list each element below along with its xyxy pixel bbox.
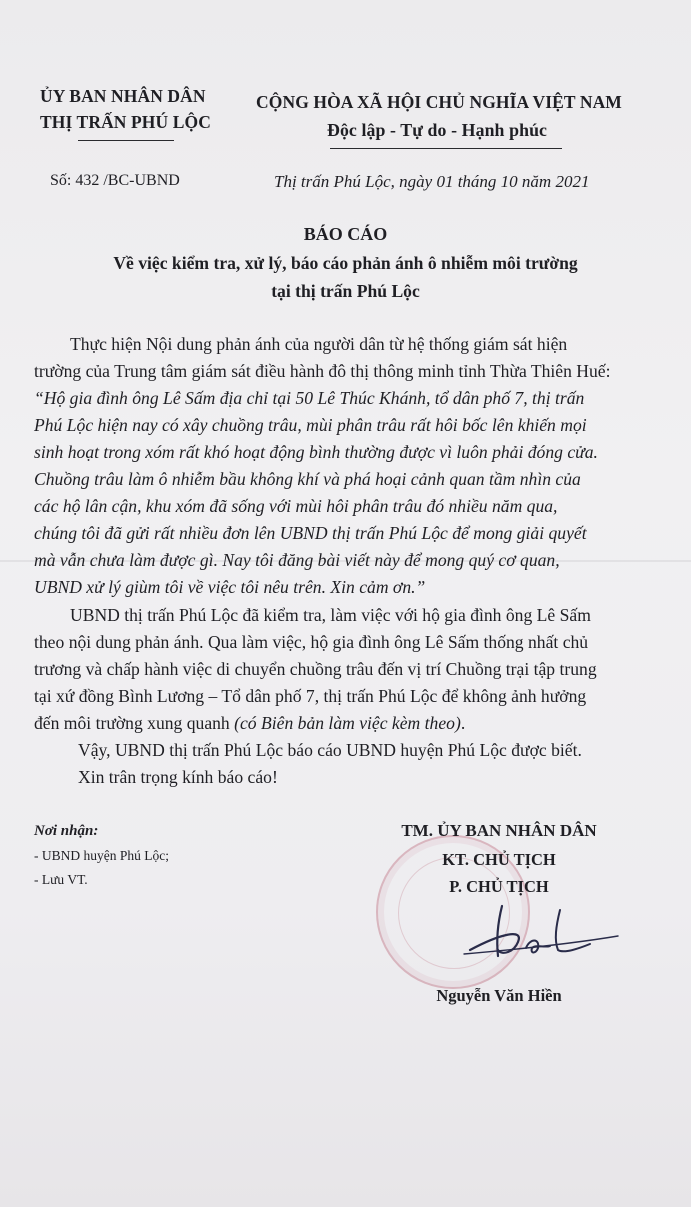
- nation-motto: Độc lập - Tự do - Hạnh phúc: [327, 120, 548, 140]
- signer-name: Nguyễn Văn Hiền: [436, 986, 562, 1005]
- nation-title: CỘNG HÒA XÃ HỘI CHỦ NGHĨA VIỆT NAM: [256, 92, 622, 112]
- result-line: trương và chấp hành việc di chuyển chuồng trâu đến vị trí Chuồng trại tập trung: [34, 659, 597, 679]
- recipient-item: - Lưu VT.: [34, 872, 88, 887]
- intro-line: Thực hiện Nội dung phản ánh của người dân từ hệ thống giám sát hiện: [70, 334, 568, 354]
- place-date: Thị trấn Phú Lộc, ngày 01 tháng 10 năm 2021: [274, 172, 590, 191]
- quote-line: sinh hoạt trong xóm rất khó hoạt động bình thường được vì luôn phải đóng cửa.: [34, 442, 598, 462]
- motto-underline: [330, 148, 562, 149]
- result-last-line: [34, 710, 656, 737]
- quote-line: mà vẫn chưa làm được gì. Nay tôi đăng bài viết này để mong quý cơ quan,: [34, 550, 560, 570]
- org-name-line2: THỊ TRẤN PHÚ LỘC: [40, 112, 211, 132]
- org-name-line1: ỦY BAN NHÂN DÂN: [40, 86, 206, 106]
- signature-title-line1: TM. ỦY BAN NHÂN DÂN: [401, 821, 597, 840]
- subject-line1: Về việc kiểm tra, xử lý, báo cáo phản ánh ô nhiễm môi trường: [113, 253, 578, 273]
- result-last-text: đến môi trường xung quanh: [34, 713, 235, 733]
- document-number: Số: 432 /BC-UBND: [50, 172, 180, 189]
- result-line: UBND thị trấn Phú Lộc đã kiểm tra, làm việc với hộ gia đình ông Lê Sấm: [70, 605, 591, 625]
- org-underline: [78, 140, 174, 141]
- signature-title-line3: P. CHỦ TỊCH: [449, 877, 549, 896]
- attachment-note: (có Biên bản làm việc kèm theo): [234, 713, 461, 733]
- closing-line: Vậy, UBND thị trấn Phú Lộc báo cáo UBND huyện Phú Lộc được biết.: [78, 740, 582, 760]
- quote-line: các hộ lân cận, khu xóm đã sống với mùi hôi phân trâu đó nhiều năm qua,: [34, 496, 558, 516]
- result-line: theo nội dung phản ánh. Qua làm việc, hộ gia đình ông Lê Sấm thống nhất chủ: [34, 632, 589, 652]
- recipients-title: Nơi nhận:: [34, 823, 99, 839]
- handwritten-signature: [440, 898, 630, 968]
- closing-paragraph: [34, 737, 656, 791]
- quote-line: chúng tôi đã gửi rất nhiều đơn lên UBND thị trấn Phú Lộc để mong giải quyết: [34, 523, 587, 543]
- result-line: tại xứ đồng Bình Lương – Tổ dân phố 7, thị trấn Phú Lộc để không ảnh hưởng: [34, 686, 587, 706]
- closing-line: Xin trân trọng kính báo cáo!: [78, 767, 278, 787]
- result-last-period: .: [460, 713, 466, 733]
- signature-title-line2: KT. CHỦ TỊCH: [442, 850, 556, 869]
- quote-line: “Hộ gia đình ông Lê Sấm địa chỉ tại 50 Lê Thúc Khánh, tổ dân phố 7, thị trấn: [34, 388, 585, 408]
- document-title: BÁO CÁO: [303, 224, 388, 244]
- intro-paragraph: [34, 331, 656, 385]
- intro-line: trường của Trung tâm giám sát điều hành đô thị thông minh tỉnh Thừa Thiên Huế:: [34, 361, 611, 381]
- quote-line: Chuồng trâu làm ô nhiễm bầu không khí và phá hoại cảnh quan tầm nhìn của: [34, 469, 581, 489]
- recipient-item: - UBND huyện Phú Lộc;: [34, 848, 169, 863]
- subject-line2: tại thị trấn Phú Lộc: [271, 281, 420, 301]
- quote-paragraph: [34, 385, 656, 601]
- result-paragraph: [34, 602, 656, 737]
- quote-line: Phú Lộc hiện nay có xây chuồng trâu, mùi phân trâu rất hôi bốc lên khiến mọi: [34, 415, 587, 435]
- quote-line: UBND xử lý giùm tôi về việc tôi nêu trên. Xin cảm ơn.”: [34, 577, 426, 597]
